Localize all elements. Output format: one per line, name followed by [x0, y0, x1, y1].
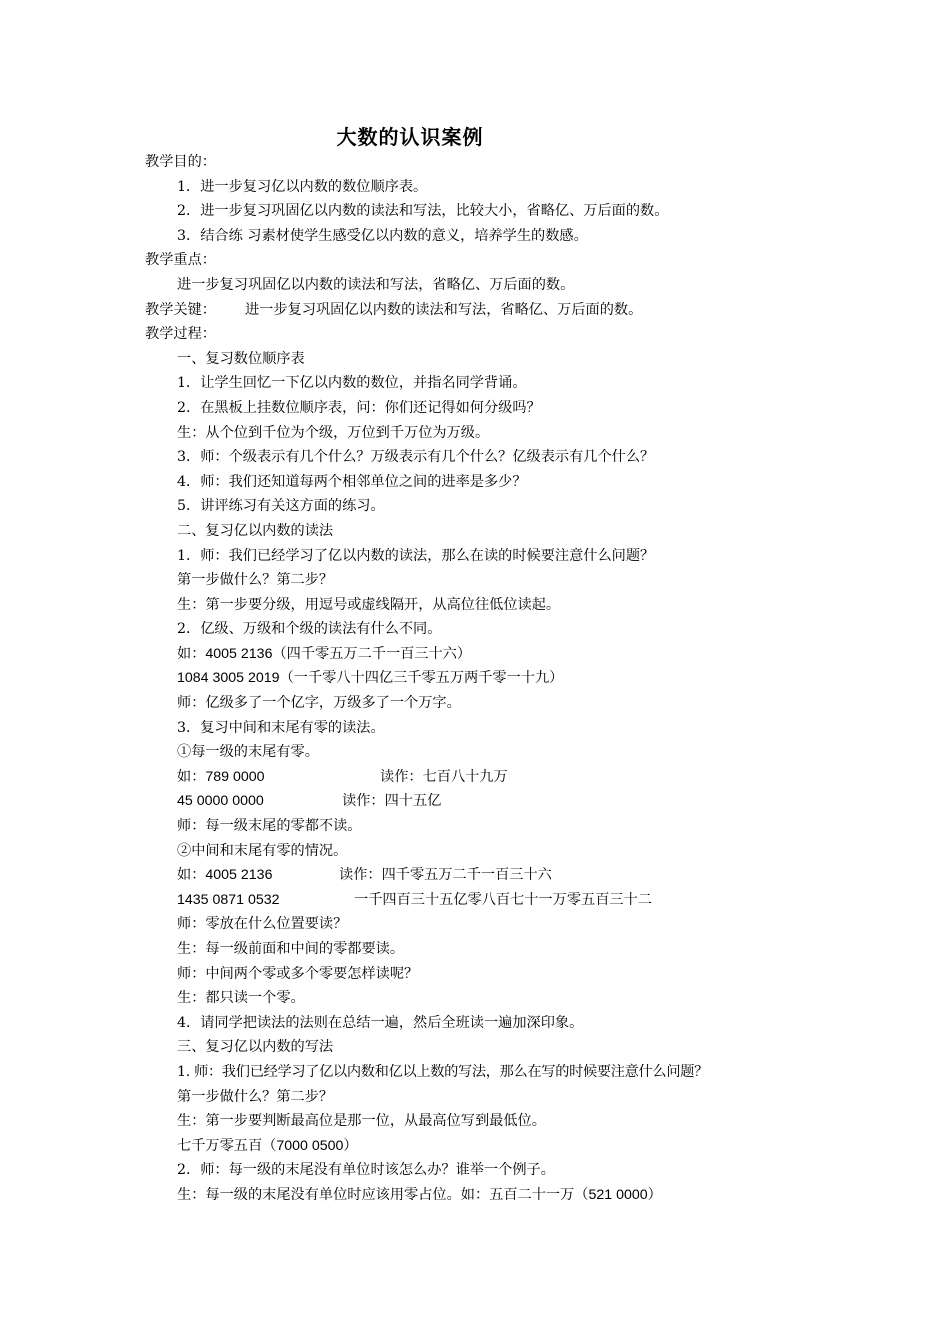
section1-line: 5．讲评练习有关这方面的练习。 — [177, 498, 385, 515]
case2-example1 — [0, 863, 950, 888]
focus-text: 进一步复习巩固亿以内数的读法和写法，省略亿、万后面的数。 — [177, 276, 575, 293]
example-number: 4005 2136 — [205, 867, 273, 884]
example-reading: （一千零八十四亿三千零五万两千零一十九） — [279, 670, 564, 687]
dialog-line: 4．请同学把读法的法则在总结一遍，然后全班读一遍加深印象。 — [177, 1014, 584, 1031]
example2-line — [0, 666, 950, 691]
example-reading: 读作：七百八十九万 — [380, 768, 508, 785]
case1-note: 师：每一级末尾的零都不读。 — [177, 818, 362, 835]
document-body — [0, 150, 950, 1208]
example-prefix: 如： — [177, 768, 206, 785]
example-prefix: 如： — [177, 645, 206, 662]
section3-line: 生：第一步要判断最高位是那一位，从最高位写到最低位。 — [177, 1113, 546, 1130]
example1-line — [0, 642, 950, 667]
line5-text: 生：每一级的末尾没有单位时应该用零占位。如：五百二十一万（ — [177, 1186, 589, 1203]
document-title: 大数的认识案例 — [336, 125, 484, 149]
section2-line: 2．亿级、万级和个级的读法有什么不同。 — [177, 621, 442, 638]
case1-example2 — [0, 789, 950, 814]
section1-line: 1．让学生回忆一下亿以内数的数位，并指名同学背诵。 — [177, 375, 527, 392]
example-number: 7000 0500 — [276, 1137, 344, 1154]
dialog-line: 师：零放在什么位置要读？ — [177, 916, 348, 933]
focus-heading: 教学重点： — [145, 252, 216, 269]
case2-title: ②中间和末尾有零的情况。 — [177, 842, 348, 859]
example-chinese: 七千万零五百（ — [177, 1137, 277, 1154]
example-reading: （四千零五万二千一百三十六） — [272, 645, 472, 662]
section2-line: 第一步做什么？第二步？ — [177, 572, 334, 589]
dialog-line: 生：都只读一个零。 — [177, 990, 305, 1007]
example-reading: 读作：四十五亿 — [342, 793, 442, 810]
example-reading: 一千四百三十五亿零八百七十一万零五百三十二 — [354, 891, 652, 908]
dialog-line: 师：中间两个零或多个零要怎样读呢？ — [177, 965, 419, 982]
section2-line: 1．师：我们已经学习了亿以内数的读法，那么在读的时候要注意什么问题？ — [177, 547, 655, 564]
process-heading: 教学过程： — [145, 326, 216, 343]
case1-example1 — [0, 765, 950, 790]
example-number: 789 0000 — [205, 768, 265, 785]
section1-line: 3．师：个级表示有几个什么？万级表示有几个什么？亿级表示有几个什么？ — [177, 449, 655, 466]
example-number: 1084 3005 2019 — [177, 670, 280, 687]
key-heading: 教学关键： — [145, 301, 216, 318]
section3-line: 1. 师：我们已经学习了亿以内数和亿以上数的写法，那么在写的时候要注意什么问题？ — [177, 1063, 708, 1080]
objective-item: 3．结合练 习素材使学生感受亿以内数的意义，培养学生的数感。 — [177, 227, 588, 244]
example-number: 4005 2136 — [205, 645, 273, 662]
section1-title: 一、复习数位顺序表 — [177, 350, 305, 367]
section2-line: 生：第一步要分级，用逗号或虚线隔开，从高位往低位读起。 — [177, 596, 561, 613]
line5-close: ） — [647, 1186, 662, 1203]
example-number: 1435 0871 0532 — [177, 891, 280, 908]
section2-title: 二、复习亿以内数的读法 — [177, 522, 334, 539]
example-prefix: 如： — [177, 867, 206, 884]
section3-line: 第一步做什么？第二步？ — [177, 1088, 334, 1105]
example-reading: 读作：四千零五万二千一百三十六 — [339, 867, 552, 884]
objectives-heading: 教学目的： — [145, 154, 216, 170]
section3-line5 — [0, 1183, 950, 1208]
case1-title: ①每一级的末尾有零。 — [177, 744, 319, 761]
example-number: 45 0000 0000 — [177, 793, 264, 810]
section3-example — [0, 1134, 950, 1159]
teacher-note: 师：亿级多了一个亿字，万级多了一个万字。 — [177, 695, 461, 712]
key-text: 进一步复习巩固亿以内数的读法和写法，省略亿、万后面的数。 — [245, 301, 643, 318]
section1-line: 4．师：我们还知道每两个相邻单位之间的进率是多少？ — [177, 473, 527, 490]
point3: 3．复习中间和末尾有零的读法。 — [177, 719, 385, 736]
key-line — [0, 298, 950, 323]
case2-example2 — [0, 888, 950, 913]
example-close: ） — [343, 1137, 358, 1154]
dialog-line: 生：每一级前面和中间的零都要读。 — [177, 941, 405, 957]
section1-line: 2．在黑板上挂数位顺序表，问：你们还记得如何分级吗？ — [177, 399, 541, 416]
section3-title: 三、复习亿以内数的写法 — [177, 1039, 334, 1056]
section3-line: 2．师：每一级的末尾没有单位时该怎么办？谁举一个例子。 — [177, 1162, 555, 1179]
objective-item: 1．进一步复习亿以内数的数位顺序表。 — [177, 178, 428, 195]
example-number: 521 0000 — [588, 1186, 648, 1203]
section1-line: 生：从个位到千位为个级，万位到千万位为万级。 — [177, 424, 490, 441]
objective-item: 2．进一步复习巩固亿以内数的读法和写法，比较大小，省略亿、万后面的数。 — [177, 203, 669, 220]
